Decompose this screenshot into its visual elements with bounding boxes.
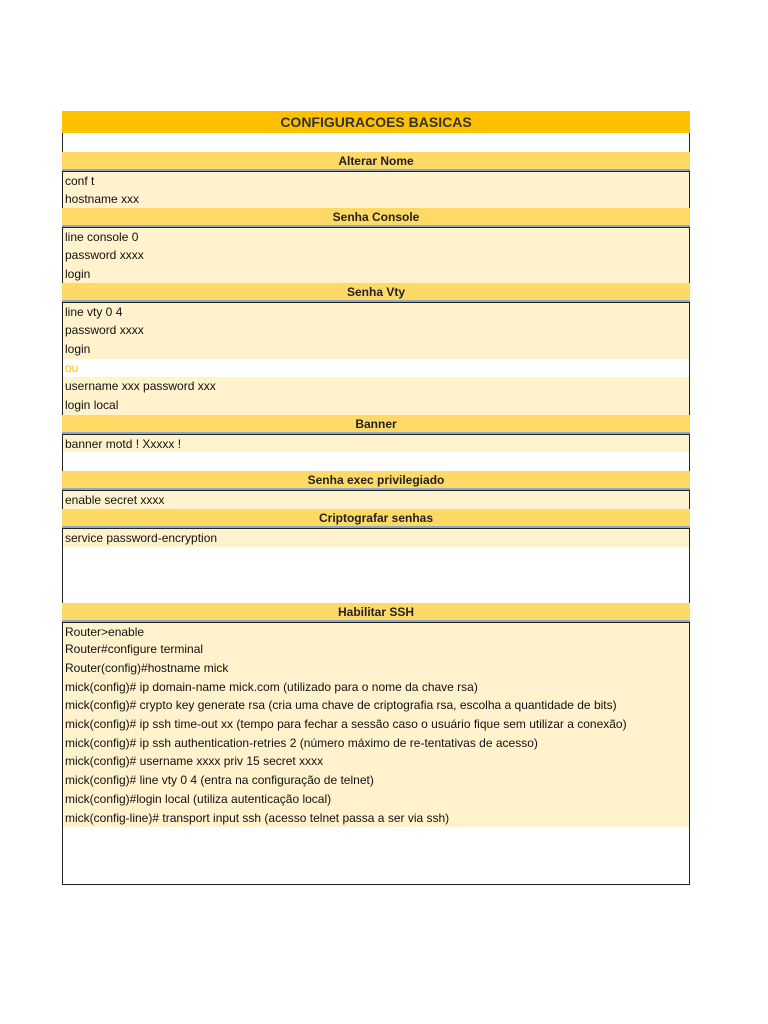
config-line: mick(config)# crypto key generate rsa (cria uma chave de criptografia rsa, escolha a quantidade de bits) xyxy=(62,696,690,715)
config-line: password xxxx xyxy=(62,246,690,265)
blank-row xyxy=(62,452,690,471)
section-header-alterar-nome: Alterar Nome xyxy=(62,152,690,171)
config-line: mick(config)# line vty 0 4 (entra na configuração de telnet) xyxy=(62,771,690,790)
config-line: mick(config)#login local (utiliza autenticação local) xyxy=(62,790,690,809)
config-line: mick(config)# username xxxx priv 15 secret xxxx xyxy=(62,752,690,771)
config-line: username xxx password xxx xyxy=(62,377,690,396)
config-line: line console 0 xyxy=(62,227,690,246)
section-header-senha-vty: Senha Vty xyxy=(62,283,690,302)
blank-area xyxy=(62,827,690,885)
section-header-banner: Banner xyxy=(62,415,690,434)
config-sheet xyxy=(62,111,690,885)
config-line: login xyxy=(62,340,690,359)
config-line: line vty 0 4 xyxy=(62,302,690,321)
config-line: enable secret xxxx xyxy=(62,490,690,509)
config-line: login xyxy=(62,265,690,284)
config-line: password xxxx xyxy=(62,321,690,340)
section-header-habilitar-ssh: Habilitar SSH xyxy=(62,603,690,622)
blank-row xyxy=(62,133,690,152)
config-line: hostname xxx xyxy=(62,190,690,209)
config-line: conf t xyxy=(62,171,690,190)
blank-area xyxy=(62,547,690,603)
config-line: mick(config)# ip ssh time-out xx (tempo para fechar a sessão caso o usuário fique sem utilizar a conexão) xyxy=(62,715,690,734)
sheet-title: CONFIGURACOES BASICAS xyxy=(62,111,690,133)
config-line: mick(config-line)# transport input ssh (acesso telnet passa a ser via ssh) xyxy=(62,809,690,828)
config-line: Router#configure terminal xyxy=(62,640,690,659)
config-line: mick(config)# ip ssh authentication-retries 2 (número máximo de re-tentativas de acesso) xyxy=(62,734,690,753)
or-separator: ou xyxy=(62,359,690,378)
config-line: banner motd ! Xxxxx ! xyxy=(62,434,690,453)
config-line: login local xyxy=(62,396,690,415)
section-header-senha-exec: Senha exec privilegiado xyxy=(62,471,690,490)
section-header-senha-console: Senha Console xyxy=(62,208,690,227)
section-header-criptografar: Criptografar senhas xyxy=(62,509,690,528)
config-line: mick(config)# ip domain-name mick.com (utilizado para o nome da chave rsa) xyxy=(62,678,690,697)
config-line: Router(config)#hostname mick xyxy=(62,659,690,678)
config-line: service password-encryption xyxy=(62,528,690,547)
config-line: Router>enable xyxy=(62,622,690,641)
